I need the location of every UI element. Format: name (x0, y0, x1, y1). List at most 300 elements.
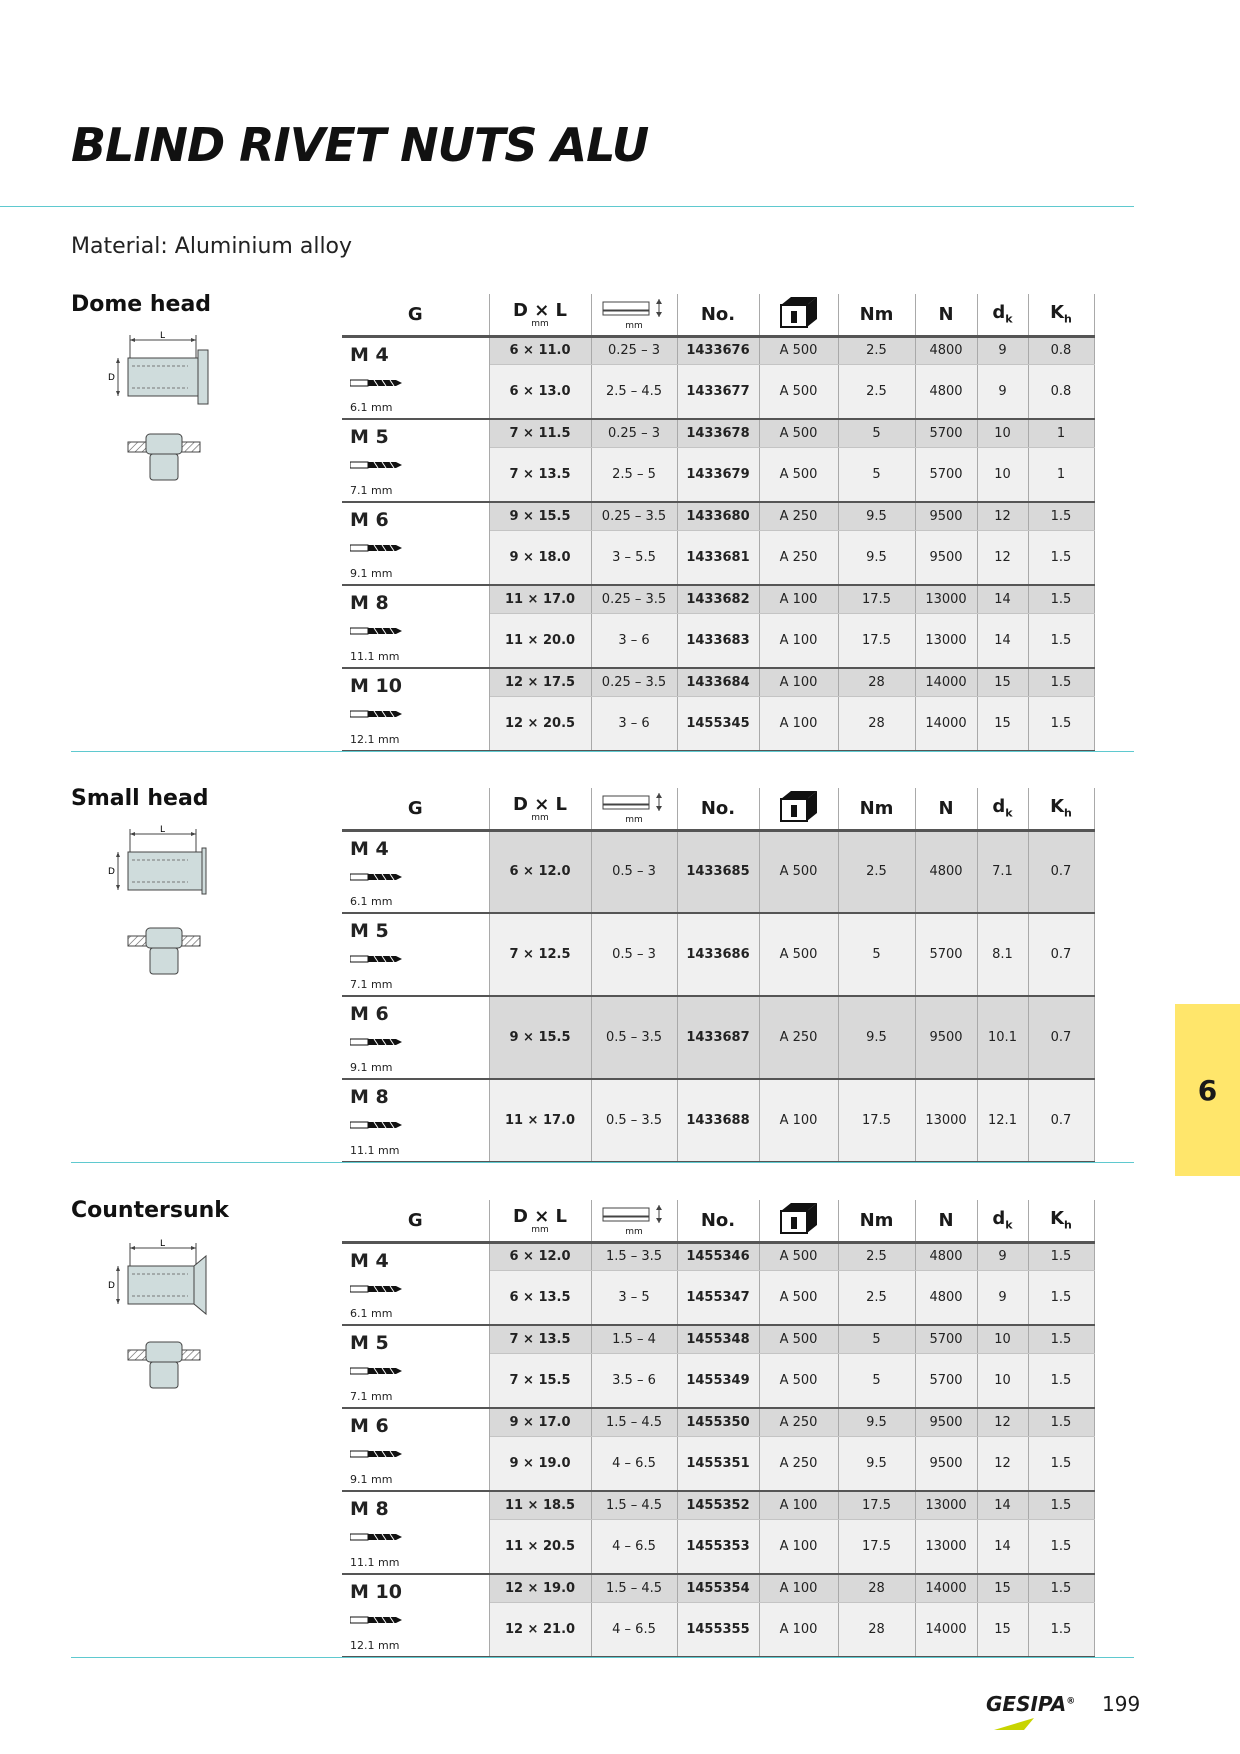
drill-diameter: 7.1 mm (350, 1390, 393, 1403)
logo-swoosh-icon (994, 1718, 1034, 1730)
chapter-tab[interactable]: 6 (1175, 1004, 1240, 1176)
cell-kh: 0.8 (1028, 336, 1094, 364)
cell-dk: 7.1 (977, 830, 1028, 913)
cell-nm: 5 (838, 447, 915, 502)
grip-range-icon (601, 302, 667, 323)
cell-n: 14000 (915, 1574, 977, 1602)
cell-kh: 0.7 (1028, 830, 1094, 913)
cell-dk: 10.1 (977, 996, 1028, 1079)
col-nm: Nm (838, 788, 915, 830)
drill-diameter: 11.1 mm (350, 650, 400, 663)
cell-nm: 2.5 (838, 364, 915, 419)
cell-pack: A 500 (759, 447, 838, 502)
cell-kh: 1.5 (1028, 1242, 1094, 1270)
cell-kh: 0.7 (1028, 1079, 1094, 1162)
cell-article-no: 1433682 (677, 585, 759, 613)
thread-cell (342, 1491, 489, 1574)
cell-dk: 14 (977, 1491, 1028, 1519)
cell-article-no: 1455354 (677, 1574, 759, 1602)
cell-n: 5700 (915, 1353, 977, 1408)
cell-nm: 5 (838, 913, 915, 996)
cell-pack: A 500 (759, 1325, 838, 1353)
cell-n: 5700 (915, 447, 977, 502)
drill-bit-icon (350, 952, 489, 960)
col-kh: $K_h$ (1028, 788, 1094, 830)
cell-nm: 9.5 (838, 1436, 915, 1491)
thread-cell (342, 913, 489, 996)
package-box-icon (779, 1219, 819, 1240)
col-dk: $d_k$ (977, 788, 1028, 830)
cell-pack: A 500 (759, 830, 838, 913)
cell-pack: A 250 (759, 1436, 838, 1491)
cell-pack: A 100 (759, 1574, 838, 1602)
cell-nm: 9.5 (838, 1408, 915, 1436)
cell-n: 9500 (915, 1408, 977, 1436)
cell-article-no: 1433685 (677, 830, 759, 913)
cell-dk: 15 (977, 696, 1028, 751)
cell-dk: 10 (977, 419, 1028, 447)
cell-nm: 17.5 (838, 585, 915, 613)
table-row (342, 336, 1094, 364)
cell-nm: 28 (838, 668, 915, 696)
cell-nm: 17.5 (838, 613, 915, 668)
drill-diameter: 9.1 mm (350, 1061, 393, 1074)
section-rule (71, 1657, 1134, 1658)
cell-dk: 12 (977, 530, 1028, 585)
thread-size: M 4 (350, 343, 389, 366)
cell-dxl: 11 × 17.0 (489, 585, 591, 613)
cell-dxl: 11 × 18.5 (489, 1491, 591, 1519)
cell-article-no: 1433686 (677, 913, 759, 996)
drill-diameter: 11.1 mm (350, 1556, 400, 1569)
thread-cell (342, 830, 489, 913)
cell-dxl: 12 × 21.0 (489, 1602, 591, 1657)
cell-article-no: 1455348 (677, 1325, 759, 1353)
spec-table (342, 1200, 1095, 1658)
col-kh: $K_h$ (1028, 1200, 1094, 1242)
cell-kh: 1.5 (1028, 668, 1094, 696)
drill-diameter: 7.1 mm (350, 484, 393, 497)
section-title: Small head (71, 786, 209, 811)
thread-cell (342, 585, 489, 668)
cell-article-no: 1433680 (677, 502, 759, 530)
col-thread: G (342, 788, 489, 830)
thread-cell (342, 996, 489, 1079)
cell-dk: 15 (977, 1574, 1028, 1602)
cell-dk: 14 (977, 1519, 1028, 1574)
cell-nm: 2.5 (838, 1242, 915, 1270)
table-row (342, 996, 1094, 1079)
cell-nm: 5 (838, 1325, 915, 1353)
drill-bit-icon (350, 1447, 489, 1455)
thread-size: M 5 (350, 426, 389, 448)
cell-kh: 0.7 (1028, 996, 1094, 1079)
cell-nm: 28 (838, 1574, 915, 1602)
cell-pack: A 100 (759, 585, 838, 613)
cell-grip: 0.25 – 3.5 (591, 502, 677, 530)
grip-range-icon (601, 1208, 667, 1229)
cell-n: 14000 (915, 696, 977, 751)
table-row (342, 1491, 1094, 1519)
brand-name: GESIPA (986, 1692, 1067, 1716)
thread-size: M 8 (350, 1086, 389, 1108)
cell-grip: 0.5 – 3 (591, 830, 677, 913)
col-article-no: No. (677, 1200, 759, 1242)
cell-pack: A 500 (759, 364, 838, 419)
cell-grip: 2.5 – 4.5 (591, 364, 677, 419)
cell-kh: 1.5 (1028, 1574, 1094, 1602)
thread-cell (342, 1574, 489, 1657)
gesipa-logo (986, 1692, 1075, 1716)
cell-dk: 10 (977, 447, 1028, 502)
cell-article-no: 1455353 (677, 1519, 759, 1574)
cell-dk: 14 (977, 613, 1028, 668)
cell-kh: 1.5 (1028, 1408, 1094, 1436)
cell-n: 4800 (915, 1242, 977, 1270)
cell-kh: 1.5 (1028, 613, 1094, 668)
cell-dk: 12.1 (977, 1079, 1028, 1162)
drill-diameter: 12.1 mm (350, 1639, 400, 1652)
cell-grip: 3.5 – 6 (591, 1353, 677, 1408)
cell-kh: 1.5 (1028, 1519, 1094, 1574)
table-row (342, 1079, 1094, 1162)
cell-article-no: 1455355 (677, 1602, 759, 1657)
cell-article-no: 1433688 (677, 1079, 759, 1162)
cell-pack: A 500 (759, 1270, 838, 1325)
rivet-nut-diagram (108, 330, 218, 509)
cell-article-no: 1433684 (677, 668, 759, 696)
cell-kh: 1.5 (1028, 1491, 1094, 1519)
section-title: Dome head (71, 292, 212, 317)
cell-dk: 12 (977, 1436, 1028, 1491)
col-pack (759, 1200, 838, 1242)
cell-dxl: 7 × 15.5 (489, 1353, 591, 1408)
cell-dxl: 6 × 13.0 (489, 364, 591, 419)
cell-dk: 9 (977, 1270, 1028, 1325)
col-nm: Nm (838, 294, 915, 336)
cell-kh: 0.8 (1028, 364, 1094, 419)
cell-grip: 1.5 – 3.5 (591, 1242, 677, 1270)
cell-dk: 15 (977, 668, 1028, 696)
cell-dxl: 6 × 12.0 (489, 1242, 591, 1270)
cell-pack: A 500 (759, 1353, 838, 1408)
cell-n: 5700 (915, 913, 977, 996)
thread-cell (342, 336, 489, 419)
cell-dxl: 11 × 20.0 (489, 613, 591, 668)
cell-pack: A 250 (759, 1408, 838, 1436)
drill-bit-icon (350, 1530, 489, 1538)
col-dxl: D × L mm (489, 1200, 591, 1242)
cell-pack: A 250 (759, 530, 838, 585)
col-dxl: D × L mm (489, 294, 591, 336)
drill-bit-icon (350, 707, 489, 715)
cell-dxl: 6 × 13.5 (489, 1270, 591, 1325)
cell-grip: 4 – 6.5 (591, 1602, 677, 1657)
thread-size: M 6 (350, 509, 389, 531)
cell-article-no: 1455351 (677, 1436, 759, 1491)
cell-n: 4800 (915, 1270, 977, 1325)
cell-grip: 4 – 6.5 (591, 1519, 677, 1574)
col-n: N (915, 294, 977, 336)
drill-diameter: 9.1 mm (350, 567, 393, 580)
cell-dk: 12 (977, 1408, 1028, 1436)
drill-bit-icon (350, 1613, 489, 1621)
cell-pack: A 100 (759, 1519, 838, 1574)
cell-grip: 1.5 – 4 (591, 1325, 677, 1353)
col-n: N (915, 1200, 977, 1242)
cell-dxl: 7 × 13.5 (489, 447, 591, 502)
col-article-no: No. (677, 294, 759, 336)
svg-text:D: D (108, 867, 115, 877)
cell-dxl: 9 × 18.0 (489, 530, 591, 585)
col-kh: $K_h$ (1028, 294, 1094, 336)
package-box-icon (779, 313, 819, 334)
cell-article-no: 1455347 (677, 1270, 759, 1325)
thread-size: M 10 (350, 675, 402, 697)
cell-dk: 10 (977, 1325, 1028, 1353)
thread-cell (342, 1325, 489, 1408)
cell-grip: 0.25 – 3 (591, 336, 677, 364)
cell-kh: 1.5 (1028, 502, 1094, 530)
cell-article-no: 1433681 (677, 530, 759, 585)
cell-n: 9500 (915, 502, 977, 530)
page-title: BLIND RIVET NUTS ALU (71, 118, 649, 172)
cell-n: 13000 (915, 585, 977, 613)
cell-dxl: 12 × 19.0 (489, 1574, 591, 1602)
title-rule (0, 206, 1134, 207)
cell-n: 14000 (915, 668, 977, 696)
col-grip: mm (591, 1200, 677, 1242)
drill-bit-icon (350, 458, 489, 466)
cell-article-no: 1455352 (677, 1491, 759, 1519)
drill-diameter: 11.1 mm (350, 1144, 400, 1157)
cell-nm: 9.5 (838, 530, 915, 585)
cell-nm: 28 (838, 1602, 915, 1657)
cell-dxl: 7 × 12.5 (489, 913, 591, 996)
drill-diameter: 6.1 mm (350, 895, 393, 908)
cell-dxl: 12 × 17.5 (489, 668, 591, 696)
registered-mark: ® (1066, 1696, 1076, 1707)
cell-article-no: 1433676 (677, 336, 759, 364)
thread-cell (342, 1079, 489, 1162)
table-row (342, 1408, 1094, 1436)
page-number: 199 (1102, 1692, 1141, 1716)
spec-table (342, 294, 1095, 752)
cell-article-no: 1455349 (677, 1353, 759, 1408)
table-row (342, 1325, 1094, 1353)
grip-range-icon (601, 796, 667, 817)
thread-size: M 4 (350, 1249, 389, 1272)
col-dk: $d_k$ (977, 1200, 1028, 1242)
cell-dxl: 9 × 17.0 (489, 1408, 591, 1436)
thread-cell (342, 1408, 489, 1491)
cell-dk: 9 (977, 336, 1028, 364)
cell-grip: 0.5 – 3 (591, 913, 677, 996)
cell-nm: 17.5 (838, 1519, 915, 1574)
col-thread: G (342, 1200, 489, 1242)
table-row (342, 668, 1094, 696)
cell-pack: A 100 (759, 1491, 838, 1519)
cell-grip: 3 – 5.5 (591, 530, 677, 585)
cell-pack: A 500 (759, 419, 838, 447)
table-row (342, 1242, 1094, 1270)
cell-grip: 0.25 – 3.5 (591, 668, 677, 696)
table-row (342, 585, 1094, 613)
thread-cell (342, 668, 489, 751)
cell-article-no: 1433678 (677, 419, 759, 447)
rivet-nut-diagram (108, 1238, 218, 1417)
cell-nm: 28 (838, 696, 915, 751)
cell-nm: 5 (838, 1353, 915, 1408)
drill-diameter: 6.1 mm (350, 401, 393, 414)
drill-bit-icon (350, 1035, 489, 1043)
cell-n: 14000 (915, 1602, 977, 1657)
cell-kh: 1.5 (1028, 1353, 1094, 1408)
cell-n: 9500 (915, 996, 977, 1079)
cell-article-no: 1433679 (677, 447, 759, 502)
drill-diameter: 12.1 mm (350, 733, 400, 746)
thread-cell (342, 502, 489, 585)
cell-kh: 1.5 (1028, 696, 1094, 751)
cell-nm: 9.5 (838, 996, 915, 1079)
cell-grip: 4 – 6.5 (591, 1436, 677, 1491)
drill-bit-icon (350, 541, 489, 549)
table-row (342, 830, 1094, 913)
thread-size: M 10 (350, 1581, 402, 1603)
col-pack (759, 294, 838, 336)
cell-kh: 1.5 (1028, 1325, 1094, 1353)
cell-n: 13000 (915, 1079, 977, 1162)
cell-dk: 14 (977, 585, 1028, 613)
svg-text:L: L (160, 331, 166, 341)
cell-article-no: 1433677 (677, 364, 759, 419)
cell-dk: 9 (977, 1242, 1028, 1270)
cell-grip: 1.5 – 4.5 (591, 1574, 677, 1602)
cell-n: 5700 (915, 419, 977, 447)
cell-dk: 10 (977, 1353, 1028, 1408)
cell-dxl: 9 × 15.5 (489, 996, 591, 1079)
drill-diameter: 7.1 mm (350, 978, 393, 991)
thread-size: M 5 (350, 920, 389, 942)
col-thread: G (342, 294, 489, 336)
cell-dk: 15 (977, 1602, 1028, 1657)
col-dxl: D × L mm (489, 788, 591, 830)
cell-dk: 9 (977, 364, 1028, 419)
col-dk: $d_k$ (977, 294, 1028, 336)
cell-pack: A 250 (759, 502, 838, 530)
thread-size: M 8 (350, 592, 389, 614)
svg-text:D: D (108, 1281, 115, 1291)
section-title: Countersunk (71, 1198, 229, 1223)
cell-pack: A 250 (759, 996, 838, 1079)
cell-grip: 3 – 5 (591, 1270, 677, 1325)
cell-grip: 3 – 6 (591, 696, 677, 751)
drill-diameter: 6.1 mm (350, 1307, 393, 1320)
material-note: Material: Aluminium alloy (71, 234, 353, 259)
section-rule (71, 751, 1134, 752)
cell-n: 9500 (915, 1436, 977, 1491)
cell-kh: 1 (1028, 447, 1094, 502)
cell-nm: 2.5 (838, 830, 915, 913)
cell-n: 5700 (915, 1325, 977, 1353)
cell-grip: 1.5 – 4.5 (591, 1491, 677, 1519)
cell-kh: 1 (1028, 419, 1094, 447)
cell-dxl: 7 × 11.5 (489, 419, 591, 447)
cell-grip: 0.5 – 3.5 (591, 1079, 677, 1162)
thread-size: M 8 (350, 1498, 389, 1520)
cell-article-no: 1433683 (677, 613, 759, 668)
cell-n: 4800 (915, 336, 977, 364)
cell-dxl: 11 × 20.5 (489, 1519, 591, 1574)
thread-cell (342, 1242, 489, 1325)
thread-size: M 6 (350, 1415, 389, 1437)
drill-bit-icon (350, 1282, 489, 1290)
cell-nm: 9.5 (838, 502, 915, 530)
cell-kh: 1.5 (1028, 1602, 1094, 1657)
cell-pack: A 100 (759, 668, 838, 696)
table-row (342, 502, 1094, 530)
cell-n: 4800 (915, 364, 977, 419)
cell-nm: 2.5 (838, 1270, 915, 1325)
cell-article-no: 1455345 (677, 696, 759, 751)
cell-dk: 8.1 (977, 913, 1028, 996)
cell-grip: 0.25 – 3.5 (591, 585, 677, 613)
drill-bit-icon (350, 376, 489, 384)
cell-n: 9500 (915, 530, 977, 585)
drill-diameter: 9.1 mm (350, 1473, 393, 1486)
cell-dxl: 9 × 15.5 (489, 502, 591, 530)
cell-n: 13000 (915, 1491, 977, 1519)
cell-article-no: 1455350 (677, 1408, 759, 1436)
cell-nm: 17.5 (838, 1079, 915, 1162)
cell-n: 13000 (915, 613, 977, 668)
svg-text:D: D (108, 373, 115, 383)
col-grip: mm (591, 294, 677, 336)
drill-bit-icon (350, 870, 489, 878)
cell-kh: 1.5 (1028, 530, 1094, 585)
col-nm: Nm (838, 1200, 915, 1242)
cell-kh: 1.5 (1028, 585, 1094, 613)
table-row (342, 419, 1094, 447)
cell-dxl: 6 × 12.0 (489, 830, 591, 913)
cell-n: 13000 (915, 1519, 977, 1574)
cell-dxl: 11 × 17.0 (489, 1079, 591, 1162)
cell-pack: A 500 (759, 1242, 838, 1270)
cell-kh: 1.5 (1028, 1436, 1094, 1491)
section-rule (71, 1162, 1134, 1163)
thread-size: M 6 (350, 1003, 389, 1025)
col-pack (759, 788, 838, 830)
cell-dxl: 9 × 19.0 (489, 1436, 591, 1491)
col-n: N (915, 788, 977, 830)
cell-pack: A 500 (759, 336, 838, 364)
table-row (342, 1574, 1094, 1602)
cell-article-no: 1433687 (677, 996, 759, 1079)
cell-n: 4800 (915, 830, 977, 913)
cell-dk: 12 (977, 502, 1028, 530)
drill-bit-icon (350, 624, 489, 632)
cell-kh: 1.5 (1028, 1270, 1094, 1325)
spec-table (342, 788, 1095, 1163)
cell-grip: 2.5 – 5 (591, 447, 677, 502)
cell-pack: A 100 (759, 1602, 838, 1657)
cell-grip: 0.25 – 3 (591, 419, 677, 447)
package-box-icon (779, 807, 819, 828)
svg-text:L: L (160, 1239, 166, 1249)
drill-bit-icon (350, 1364, 489, 1372)
drill-bit-icon (350, 1118, 489, 1126)
cell-dxl: 12 × 20.5 (489, 696, 591, 751)
